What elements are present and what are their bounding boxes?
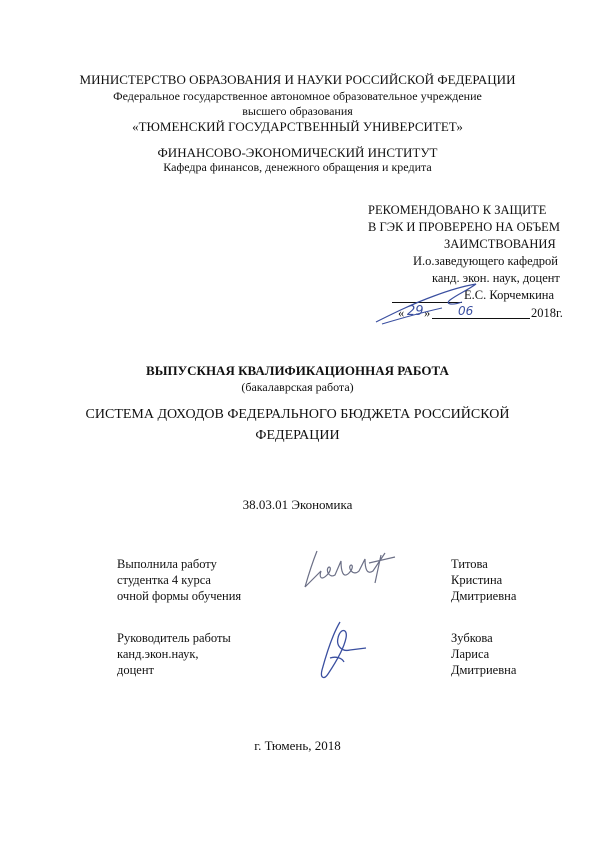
approval-degree: канд. экон. наук, доцент bbox=[432, 271, 560, 285]
date-close-quote: » bbox=[424, 306, 431, 320]
topic-line-1: СИСТЕМА ДОХОДОВ ФЕДЕРАЛЬНОГО БЮДЖЕТА РОССИЙСКОЙ bbox=[85, 407, 510, 422]
supervisor-label-3: доцент bbox=[117, 663, 154, 677]
specialty: 38.03.01 Экономика bbox=[242, 497, 353, 512]
author-label-1: Выполнила работу bbox=[117, 557, 217, 571]
date-open-quote: « bbox=[398, 306, 405, 320]
author-label-2: студентка 4 курса bbox=[117, 573, 211, 587]
institution-type: Федеральное государственное автономное образовательное учреждение bbox=[113, 89, 482, 103]
supervisor-surname: Зубкова bbox=[451, 631, 493, 645]
ministry-name: МИНИСТЕРСТВО ОБРАЗОВАНИЯ И НАУКИ РОССИЙСКОЙ ФЕДЕРАЦИИ bbox=[79, 72, 516, 87]
author-signature bbox=[295, 545, 405, 595]
department-name: Кафедра финансов, денежного обращения и кредита bbox=[163, 160, 432, 174]
approval-line-2: В ГЭК И ПРОВЕРЕНО НА ОБЪЕМ bbox=[368, 220, 560, 234]
approval-name: Е.С. Корчемкина bbox=[464, 288, 554, 302]
approval-line-1: РЕКОМЕНДОВАНО К ЗАЩИТЕ bbox=[368, 203, 547, 217]
author-label-3: очной формы обучения bbox=[117, 589, 242, 603]
date-month: 06 bbox=[458, 304, 474, 318]
date-day: 29 bbox=[407, 304, 424, 319]
author-first-name: Кристина bbox=[451, 573, 503, 587]
work-subtype: (бакалаврская работа) bbox=[241, 380, 354, 394]
topic-line-2: ФЕДЕРАЦИИ bbox=[255, 428, 340, 443]
university-name: «ТЮМЕНСКИЙ ГОСУДАРСТВЕННЫЙ УНИВЕРСИТЕТ» bbox=[132, 119, 463, 134]
supervisor-label-1: Руководитель работы bbox=[117, 631, 231, 645]
author-patronymic: Дмитриевна bbox=[451, 589, 517, 603]
institution-level: высшего образования bbox=[242, 104, 353, 118]
institute-name: ФИНАНСОВО-ЭКОНОМИЧЕСКИЙ ИНСТИТУТ bbox=[157, 145, 438, 160]
date-year: 2018г. bbox=[531, 306, 563, 320]
supervisor-patronymic: Дмитриевна bbox=[451, 663, 517, 677]
head-signature bbox=[372, 278, 487, 328]
supervisor-first-name: Лариса bbox=[451, 647, 490, 661]
author-surname: Титова bbox=[451, 557, 488, 571]
approval-position: И.о.заведующего кафедрой bbox=[413, 254, 559, 268]
supervisor-signature bbox=[310, 618, 370, 688]
supervisor-label-2: канд.экон.наук, bbox=[117, 647, 199, 661]
city-year: г. Тюмень, 2018 bbox=[254, 738, 341, 753]
work-type: ВЫПУСКНАЯ КВАЛИФИКАЦИОННАЯ РАБОТА bbox=[146, 363, 449, 378]
approval-line-3: ЗАИМСТВОВАНИЯ bbox=[444, 237, 556, 251]
